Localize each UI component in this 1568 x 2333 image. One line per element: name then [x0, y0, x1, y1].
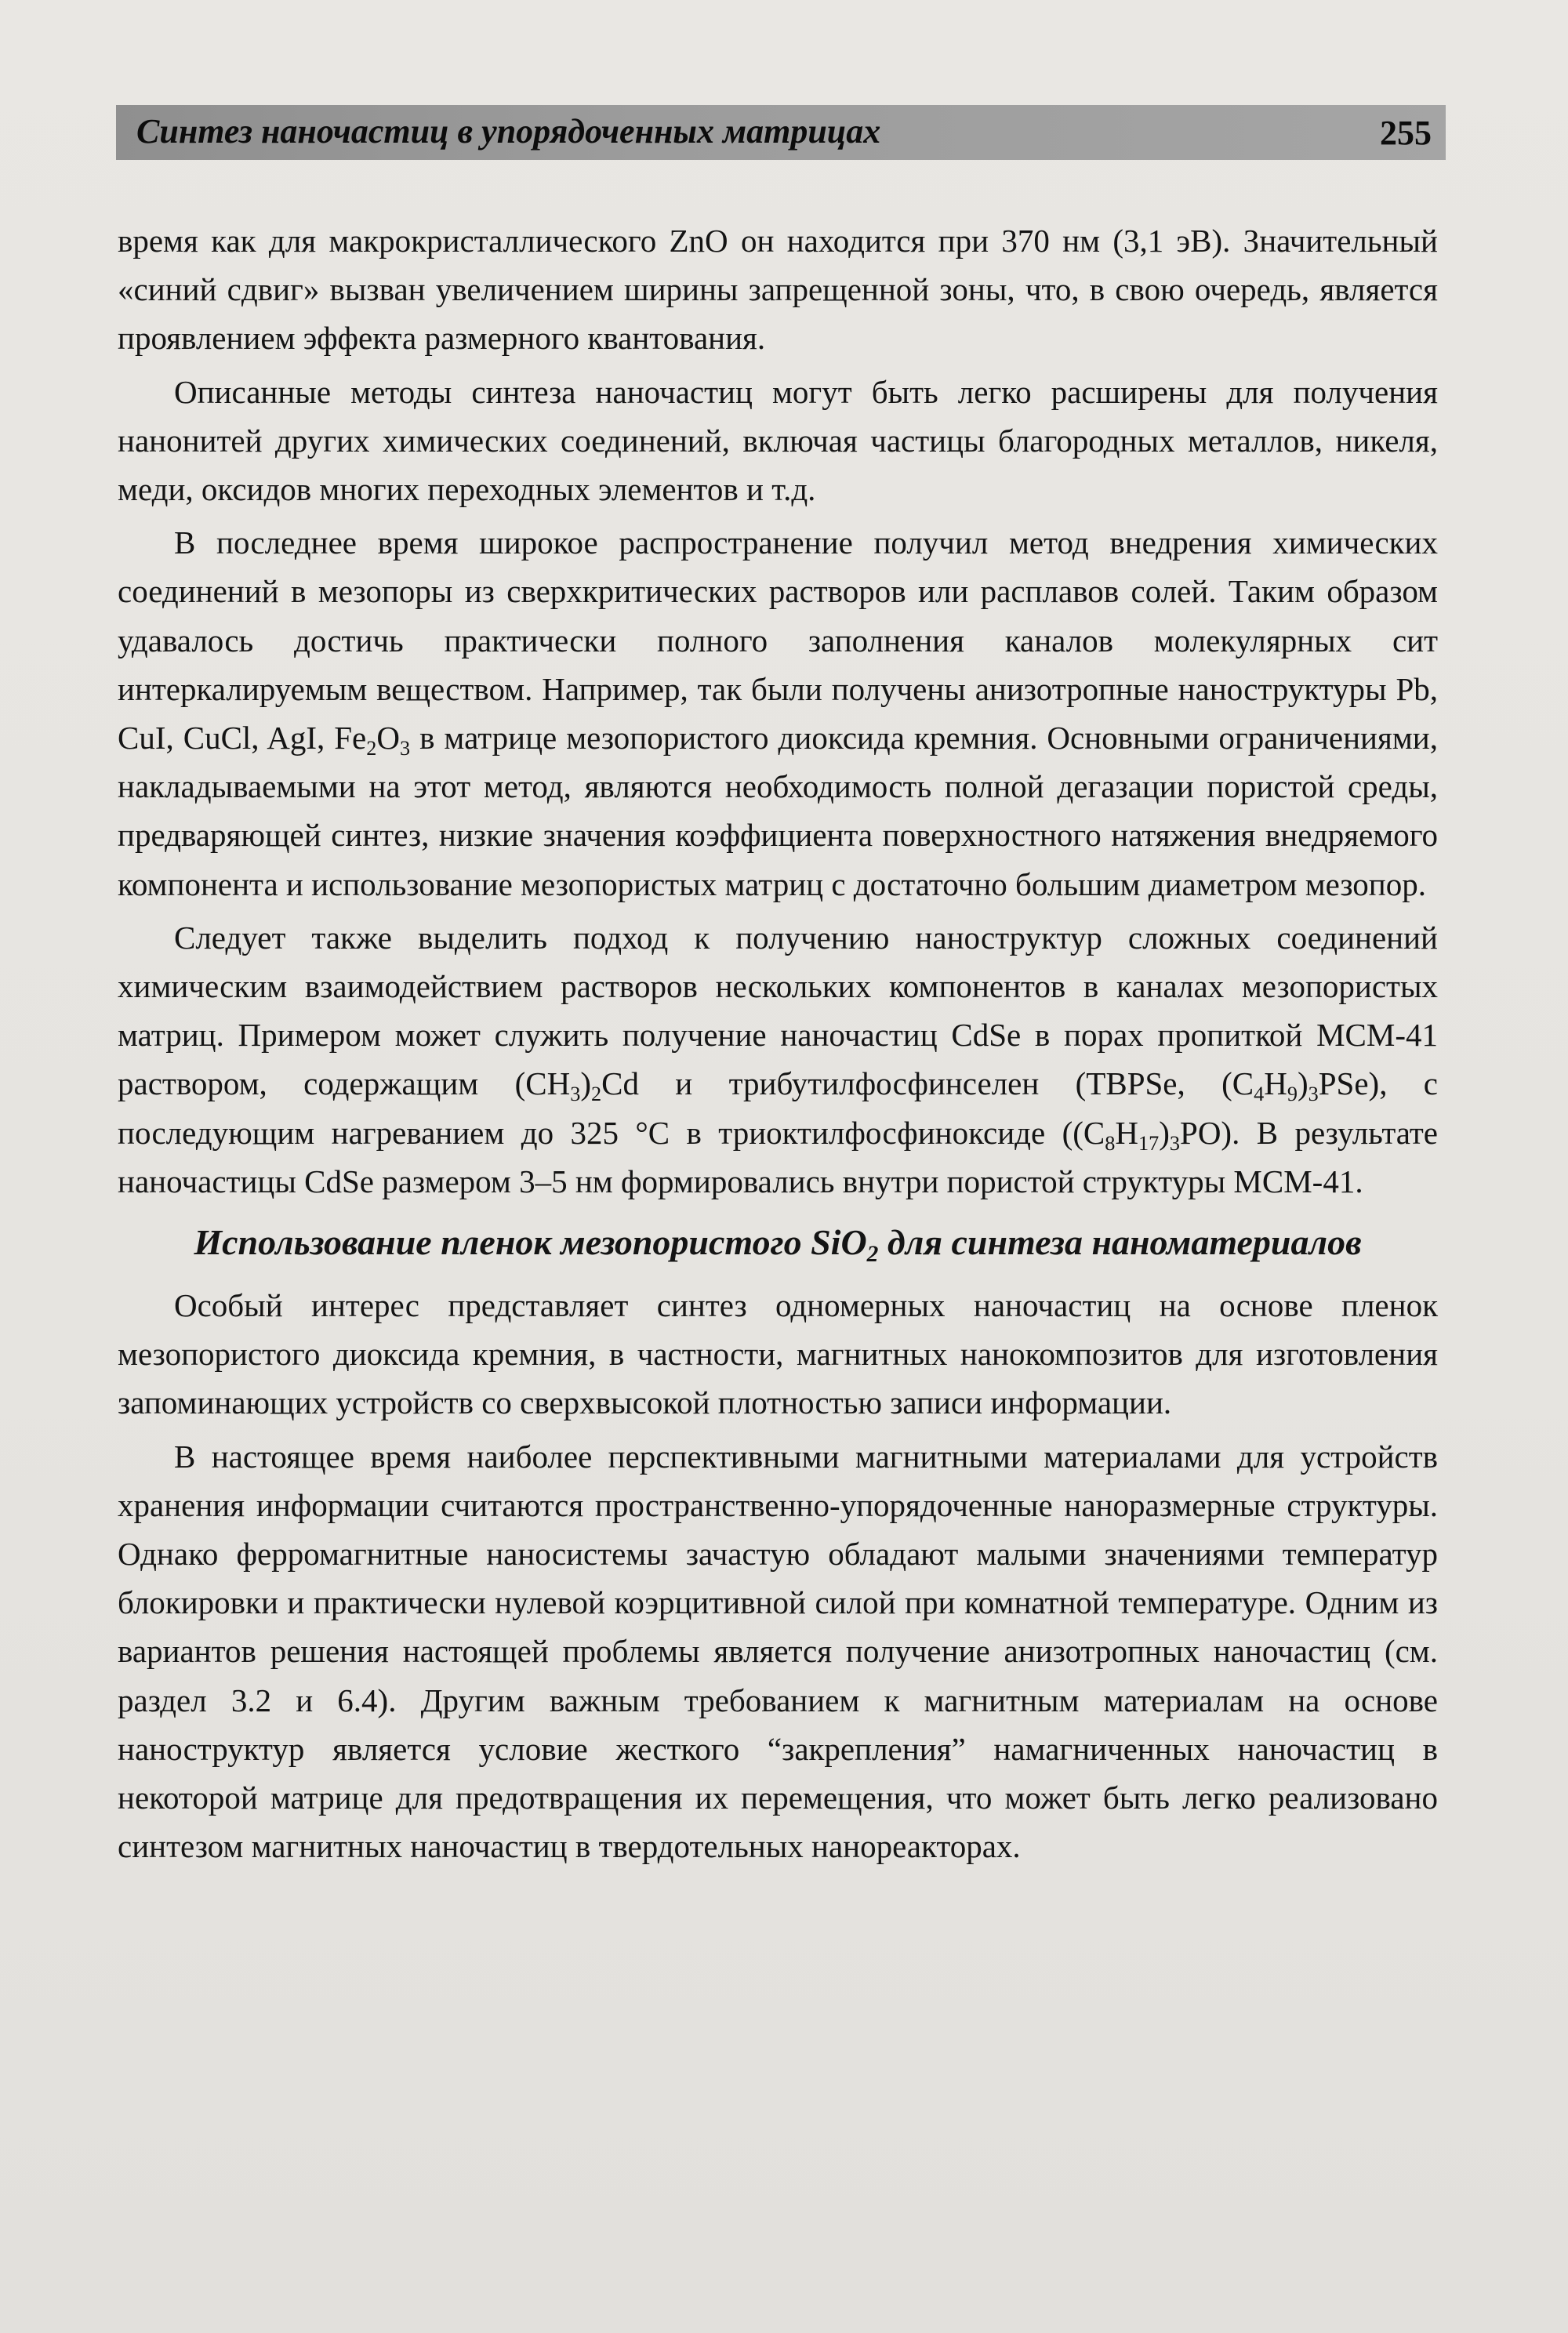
running-header-title: Синтез наночастиц в упорядоченных матрицах — [136, 112, 881, 151]
paragraph-supercritical-method — [118, 518, 1438, 909]
text-run: В последнее время широкое распространение получил метод внедрения химических соединений в мезопоры из сверхкритических растворов или расплавов солей. Таким образом удавалось достичь практически полного заполнения каналов молекулярных сит интеркалируемым веществом. Например, так были получены анизотропные наноструктуры Pb, CuI, CuCl, AgI, Fe — [118, 524, 1438, 757]
subscript: 9 — [1287, 1083, 1298, 1106]
subscript: 3 — [1308, 1083, 1319, 1106]
text-run: PSe), с последующим нагреванием до 325 °C в триоктилфосфиноксиде ((C — [118, 1065, 1439, 1151]
heading-run: Использование пленок мезопористого SiO — [194, 1222, 867, 1263]
text-run: H — [1264, 1065, 1287, 1102]
subscript: 2 — [866, 1241, 879, 1267]
page-body — [118, 216, 1438, 1871]
text-run: ) — [1159, 1114, 1170, 1151]
subscript: 17 — [1138, 1131, 1160, 1155]
paragraph-magnetic-nanocomposites: Особый интерес представляет синтез одномерных наночастиц на основе пленок мезопористого диоксида кремния, в частности, магнитных нанокомпозитов для изготовления запоминающих устройств со сверхвысокой плотностью записи информации. — [118, 1287, 1438, 1421]
text-run: в матрице мезопористого диоксида кремния. Основными ограничениями, накладываемыми на этот метод, являются необходимость полной дегазации пористой среды, предваряющей синтез, низкие значения коэффициента поверхностного натяжения внедряемого компонента и использование мезопористых матриц с достаточно большим диаметром мезопор. — [118, 720, 1438, 902]
text-run: Cd и трибутилфосфинселен (TBPSe, (C — [601, 1065, 1254, 1102]
subscript: 2 — [366, 736, 377, 760]
text-run: PO). В результате наночастицы CdSe размером 3–5 нм формировались внутри пористой структуры MCM-41. — [118, 1114, 1438, 1199]
subscript: 3 — [1169, 1131, 1181, 1155]
text-run: H — [1115, 1114, 1138, 1151]
subscript: 8 — [1105, 1131, 1116, 1155]
text-run: ) — [1297, 1065, 1308, 1102]
section-heading — [118, 1218, 1438, 1267]
subscript: 3 — [400, 736, 411, 760]
running-header — [116, 105, 1446, 160]
heading-run: для синтеза наноматериалов — [878, 1222, 1362, 1263]
page-number: 255 — [1380, 114, 1432, 152]
subscript: 2 — [590, 1083, 602, 1106]
paragraph-complex-compounds — [118, 913, 1438, 1206]
paragraph-methods-extension: Описанные методы синтеза наночастиц могут быть легко расширены для получения нанонитей других химических соединений, включая частицы благородных металлов, никеля, меди, оксидов многих переходных элементов и т.д. — [118, 373, 1438, 508]
text-run: O — [376, 720, 400, 757]
subscript: 4 — [1254, 1083, 1265, 1106]
paragraph-continuation: время как для макрокристаллического ZnO он находится при 370 нм (3,1 эВ). Значительный «синий сдвиг» вызван увеличением ширины запрещенной зоны, что, в свою очередь, является проявлением эффекта размерного квантования. — [118, 223, 1438, 357]
paragraph-storage-materials: В настоящее время наиболее перспективными магнитными материалами для устройств хранения информации считаются пространственно-упорядоченные наноразмерные структуры. Однако ферромагнитные наносистемы зачастую обладают малыми значениями температур блокировки и практически нулевой коэрцитивной силой при комнатной температуре. Одним из вариантов решения настоящей проблемы является получение анизотропных наночастиц (см. раздел 3.2 и 6.4). Другим важным требованием к магнитным материалам на основе наноструктур является условие жесткого “закрепления” намагниченных наночастиц в некоторой матрице для предотвращения их перемещения, что может быть легко реализовано синтезом магнитных наночастиц в твердотельных нанореакторах. — [118, 1438, 1438, 1865]
subscript: 3 — [570, 1083, 581, 1106]
text-run: ) — [580, 1065, 591, 1102]
text-run: Следует также выделить подход к получению наноструктур сложных соединений химическим взаимодействием растворов нескольких компонентов в каналах мезопористых матриц. Примером может служить получение наночастиц CdSe в порах пропиткой MCM-41 раствором, содержащим (CH — [118, 919, 1438, 1102]
